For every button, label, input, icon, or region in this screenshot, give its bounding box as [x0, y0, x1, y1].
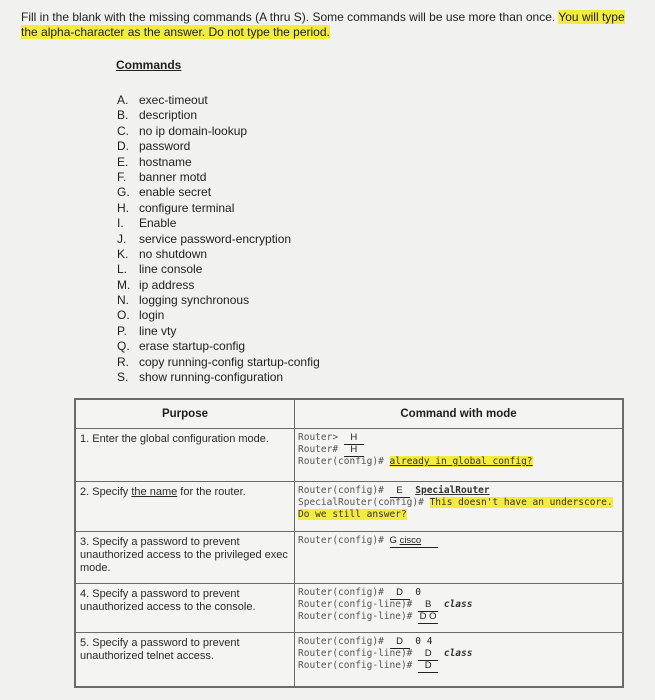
prompt: SpecialRouter(config)# — [298, 496, 424, 508]
command-letter: G. — [117, 185, 130, 200]
command-item — [117, 308, 320, 323]
command-text: description — [139, 108, 198, 123]
command-letter: Q. — [117, 339, 130, 354]
command-item — [117, 139, 320, 154]
command-letter: O. — [117, 308, 130, 323]
purpose-text: 3. Specify a password to prevent unauthorized access to the privileged exec mode. — [80, 535, 288, 574]
command-letter: J. — [117, 231, 127, 246]
command-item — [117, 232, 320, 247]
command-text: logging synchronous — [139, 293, 250, 308]
command-text: enable secret — [139, 185, 212, 200]
purpose-text-part: for the router. — [177, 485, 246, 498]
prompt: Router(config-line)# — [298, 659, 413, 671]
command-item — [117, 124, 320, 139]
commands-list — [117, 93, 320, 385]
command-item — [117, 108, 320, 123]
answer-blank[interactable]: D — [418, 648, 438, 661]
header-command: Command with mode — [295, 400, 623, 429]
commands-title: Commands — [116, 58, 182, 72]
command-value: SpecialRouter — [415, 484, 490, 496]
command-item — [117, 355, 320, 370]
table-row — [76, 584, 623, 632]
prompt: Router(config-line)# — [298, 647, 413, 659]
command-text: copy running-config startup-config — [139, 354, 320, 369]
instructions-text: Fill in the blank with the missing commands (A thru S). Some commands will be use more than once. — [21, 10, 559, 24]
table-row — [76, 632, 623, 686]
command-text: hostname — [139, 154, 192, 169]
command-value: 0 4 — [415, 635, 433, 647]
purpose-text — [76, 482, 294, 499]
student-note: already in global config? — [389, 456, 533, 468]
command-letter: F. — [117, 169, 127, 184]
answer-blank[interactable]: H — [344, 444, 364, 457]
instructions-highlight: You will type the alpha-character as the answer. Do not type the period. — [21, 10, 625, 39]
command-value: class — [443, 647, 473, 659]
command-value: class — [443, 599, 473, 611]
command-text: service password-encryption — [139, 231, 292, 246]
table-row — [76, 429, 623, 481]
instructions — [21, 10, 639, 40]
prompt: Router(config)# — [298, 587, 384, 599]
command-item — [117, 293, 320, 308]
command-text: erase startup-config — [139, 339, 246, 354]
answer-blank[interactable]: E — [390, 485, 410, 498]
command-letter: N. — [117, 293, 129, 308]
command-letter: A. — [117, 93, 129, 107]
command-value: 0 — [415, 587, 421, 599]
command-item — [117, 201, 320, 216]
command-item — [117, 262, 320, 277]
command-item — [117, 339, 320, 354]
purpose-text: 1. Enter the global configuration mode. — [80, 433, 269, 446]
purpose-command-table — [74, 398, 624, 688]
answer-letter: G — [389, 534, 397, 546]
purpose-text-part: 2. Specify — [80, 485, 132, 498]
prompt: Router> — [298, 432, 339, 444]
command-item — [117, 216, 320, 231]
command-text: exec-timeout — [139, 93, 208, 107]
prompt: Router(config-line)# — [298, 611, 413, 623]
command-letter: R. — [117, 354, 129, 369]
answer-blank[interactable]: D — [390, 636, 410, 649]
answer-blank[interactable] — [390, 535, 438, 548]
command-value: cisco — [399, 534, 422, 546]
answer-blank[interactable]: H — [344, 432, 364, 445]
command-item — [117, 370, 320, 385]
command-text: banner motd — [139, 169, 207, 184]
command-item — [117, 324, 320, 339]
command-letter: M. — [117, 277, 131, 292]
command-text: configure terminal — [139, 200, 235, 215]
command-letter: E. — [117, 154, 129, 169]
command-letter: B. — [117, 108, 129, 123]
prompt: Router(config)# — [298, 484, 384, 496]
command-text: no shutdown — [139, 246, 208, 261]
answer-blank[interactable]: B — [418, 599, 438, 612]
answer-blank[interactable]: D O — [419, 611, 437, 623]
command-text: line console — [139, 262, 203, 277]
command-letter: I. — [117, 216, 124, 231]
command-item — [117, 185, 320, 200]
table-row — [76, 481, 623, 531]
command-letter: P. — [117, 323, 127, 338]
purpose-text: 5. Specify a password to prevent unauthorized telnet access. — [80, 636, 240, 662]
command-letter: K. — [117, 246, 129, 261]
command-item — [117, 93, 320, 108]
command-letter: H. — [117, 200, 129, 215]
command-text: ip address — [139, 277, 195, 292]
command-text: line vty — [139, 323, 177, 338]
purpose-text: 4. Specify a password to prevent unauthorized access to the console. — [80, 588, 256, 614]
header-purpose: Purpose — [76, 400, 295, 429]
command-text: password — [139, 139, 191, 154]
prompt: Router(config)# — [298, 534, 384, 546]
command-item — [117, 278, 320, 293]
prompt: Router(config)# — [298, 456, 384, 468]
command-text: show running-configuration — [139, 370, 284, 385]
command-item — [117, 247, 320, 262]
student-note: This doesn't have an underscore. Do we still answer? — [298, 496, 613, 520]
prompt: Router(config-line)# — [298, 599, 413, 611]
prompt: Router(config)# — [298, 635, 384, 647]
command-letter: L. — [117, 262, 128, 277]
command-item — [117, 170, 320, 185]
prompt: Router# — [298, 444, 339, 456]
table-row — [76, 531, 623, 583]
command-letter: D. — [117, 139, 129, 154]
command-letter: C. — [117, 123, 129, 138]
command-text: login — [139, 308, 165, 323]
purpose-text-underlined: the name — [131, 485, 178, 498]
command-text: no ip domain-lookup — [139, 123, 248, 138]
answer-blank[interactable]: D — [418, 660, 438, 673]
command-text: Enable — [139, 216, 177, 231]
answer-blank[interactable]: D — [390, 587, 410, 600]
command-item — [117, 155, 320, 170]
command-letter: S. — [117, 370, 129, 385]
